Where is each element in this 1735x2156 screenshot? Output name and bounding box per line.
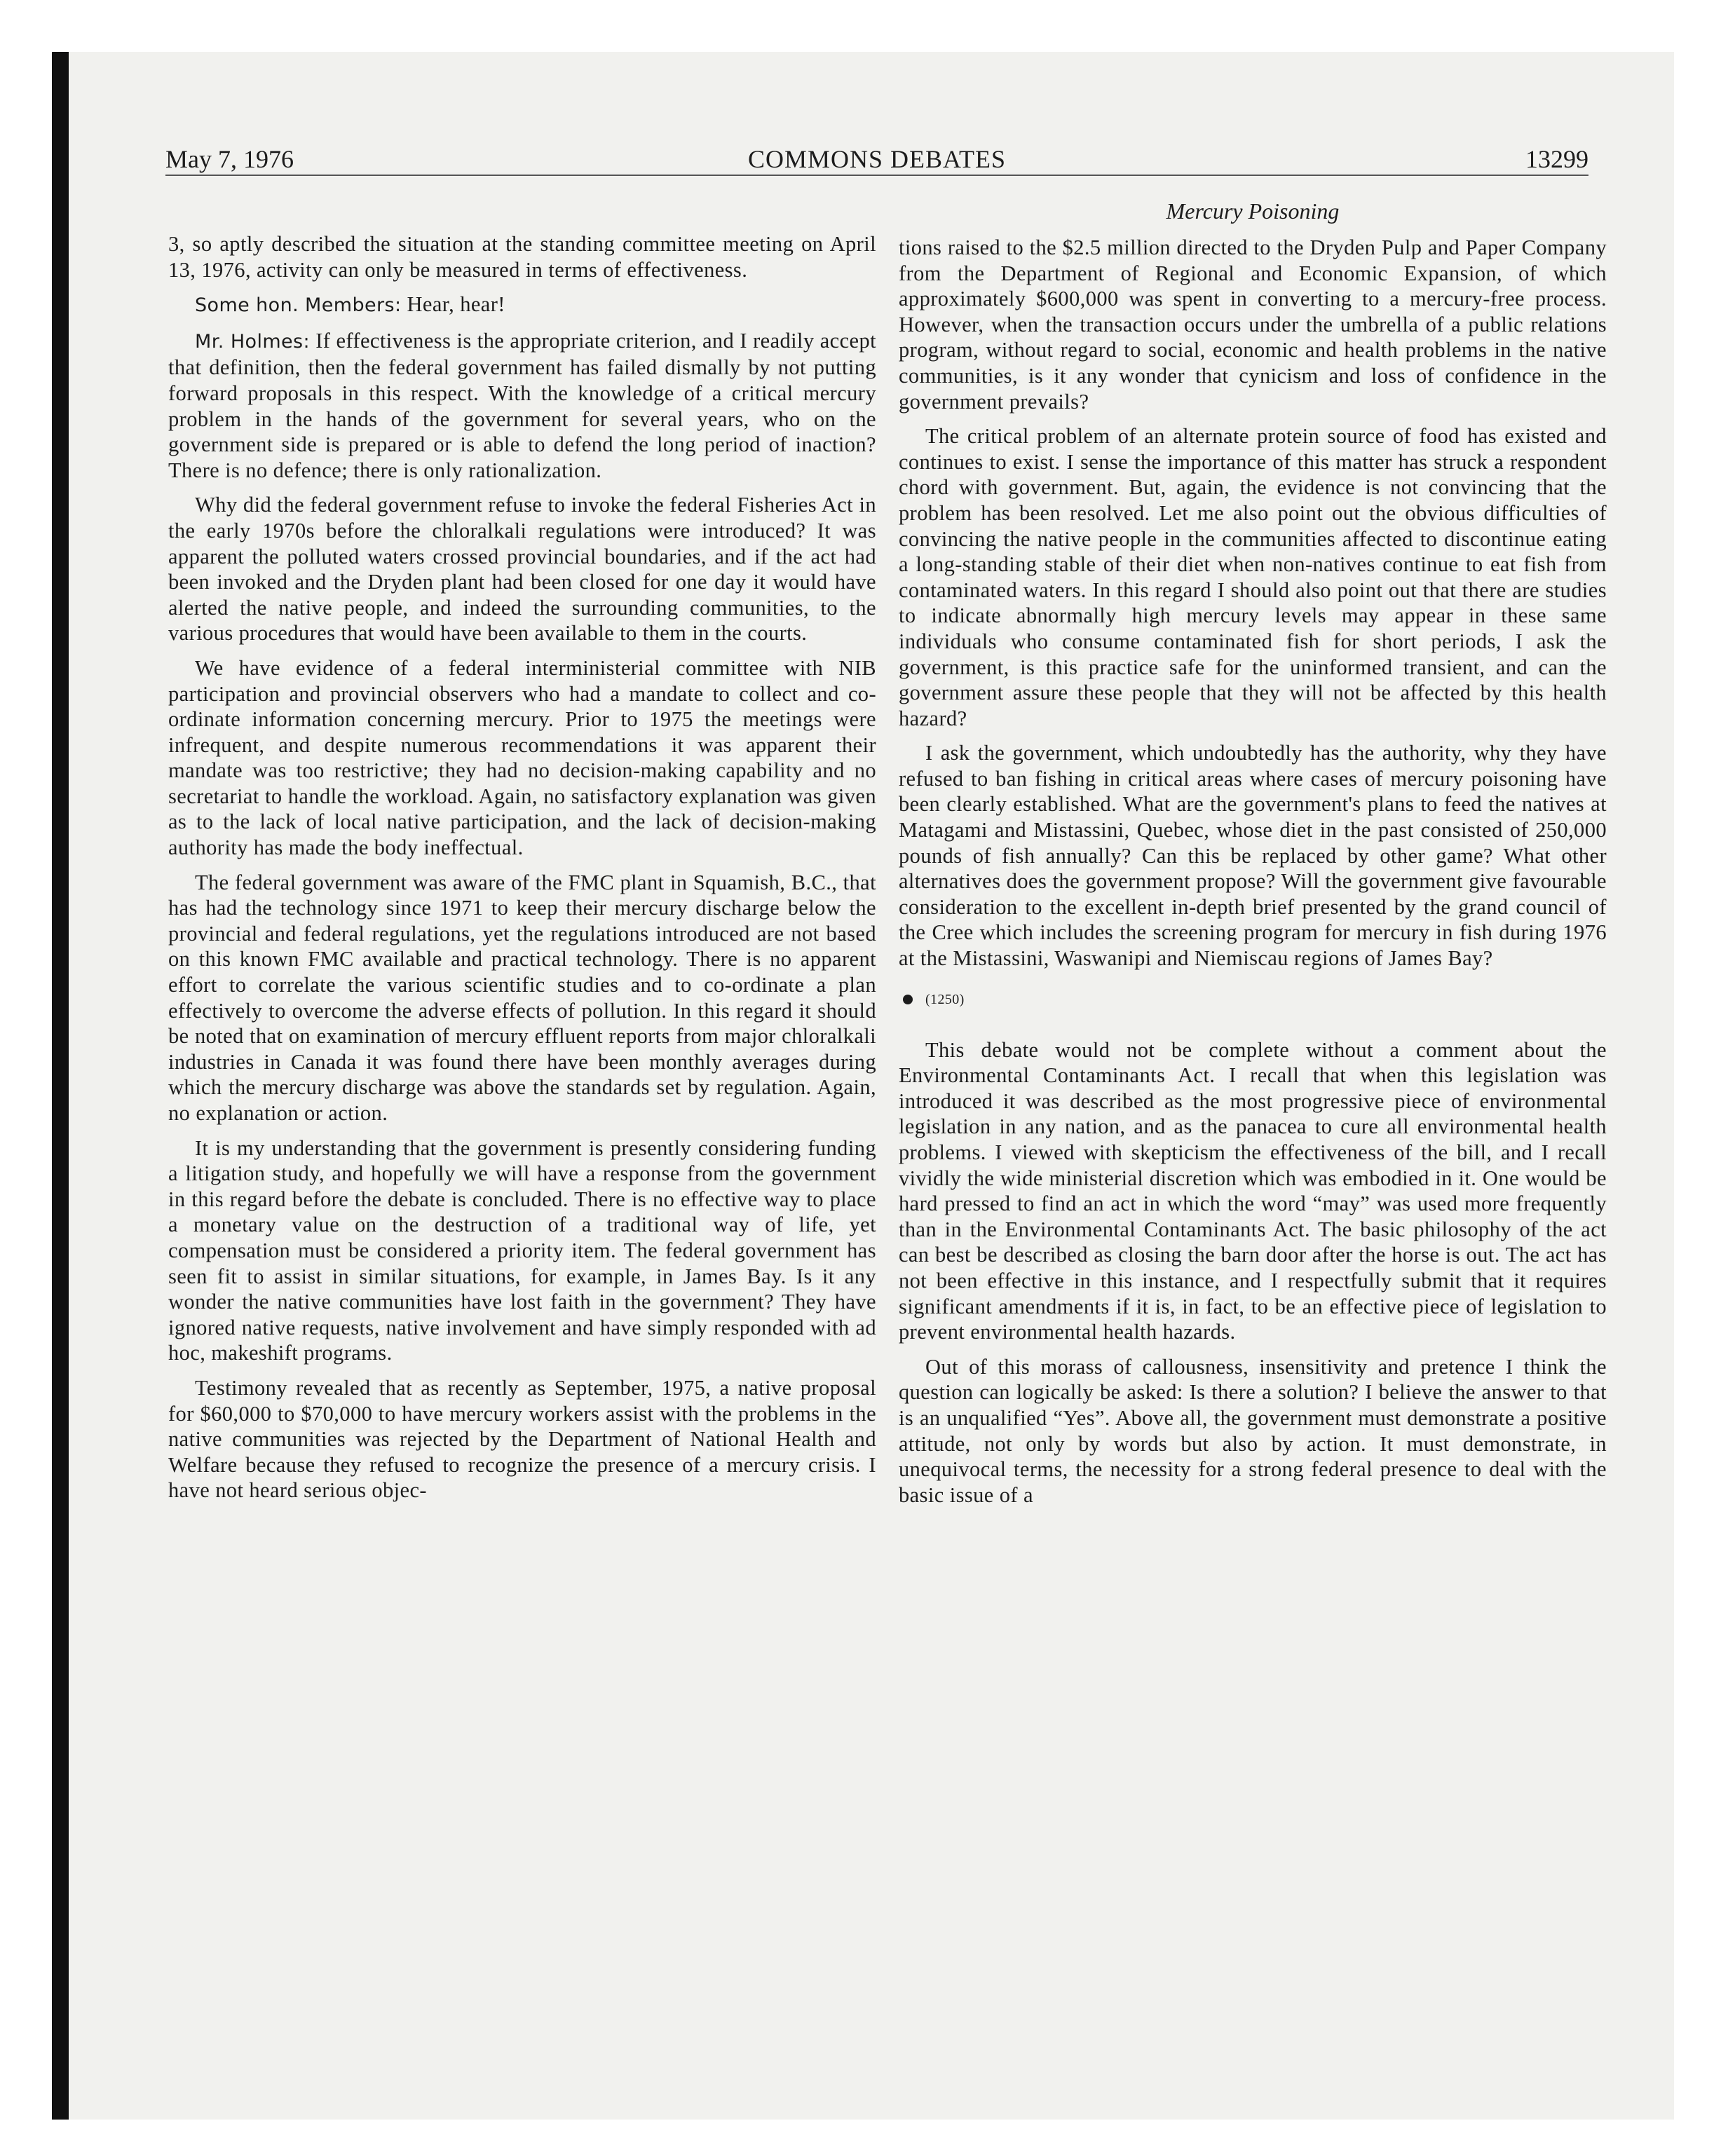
paragraph: It is my understanding that the government is presently considering funding a litigation study, and hopefully we will have a response from the government in this regard before the debate is concluded. There is no effective way to place a monetary value on the destruction of a traditional way of life, yet compensation must be considered a priority item. The federal government has seen fit to assist in similar situations, for example, in James Bay. Is it any wonder the native communities have lost faith in the government? They have ignored native requests, native involvement and have simply responded with ad hoc, makeshift programs. bbox=[168, 1135, 876, 1365]
header-publication: COMMONS DEBATES bbox=[747, 145, 1007, 173]
bullet-icon bbox=[903, 995, 913, 1004]
paragraph: 3, so aptly described the situation at the standing committee meeting on April 13, 1976, activity can only be measured in terms of effectiveness. bbox=[168, 232, 876, 282]
paragraph: This debate would not be complete without a comment about the Environmental Contaminants Act. I recall that when this legislation was introduced it was described as the most progressive piece of environmental legislation in any nation, and as the panacea to cure all environmental health problems. I viewed with skepticism the effectiveness of the bill, and I recall vividly the wide ministerial discretion which was embodied in it. One would be hard pressed to find an act in which the word “may” was used more frequently than in the Environmental Contaminants Act. The basic philosophy of the act can best be described as closing the barn door after the horse is out. The act has not been effective in this instance, and I respectfully submit that it requires significant amendments if it is, in fact, to be an effective piece of legislation to prevent environmental health hazards. bbox=[899, 1037, 1607, 1344]
paragraph: We have evidence of a federal interministerial committee with NIB participation and provincial observers who had a mandate to collect and co-ordinate information concerning mercury. Prior to 1975 the meetings were infrequent, and despite numerous recommendations it was apparent their mandate was too restrictive; they had no decision-making capability and no secretariat to handle the workload. Again, no satisfactory explanation was given as to the lack of local native participation, and the lack of decision-making authority has made the body ineffectual. bbox=[168, 655, 876, 860]
interjection bbox=[168, 292, 876, 319]
header-page-number: 13299 bbox=[1525, 145, 1588, 173]
right-column bbox=[899, 235, 1607, 1508]
page-header bbox=[165, 144, 1588, 176]
left-column bbox=[168, 231, 876, 1503]
paragraph: tions raised to the $2.5 million directed to the Dryden Pulp and Paper Company from the Department of Regional and Economic Expansion, of which approximately $600,000 was spent in converting to a mercury-free process. However, when the transaction occurs under the umbrella of a public relations program, without regard to social, economic and health problems in the native communities, is it any wonder that cynicism and loss of confidence in the government prevails? bbox=[899, 236, 1607, 414]
paragraph: The federal government was aware of the FMC plant in Squamish, B.C., that has had the technology since 1971 to keep their mercury discharge below the provincial and federal regulations, yet the regulations introduced are not based on this known FMC available and practical technology. There is no apparent effort to correlate the various scientific studies and to co-ordinate a plan effectively to overcome the adverse effects of pollution. In this regard it should be noted that on examination of mercury effluent reports from major chloralkali industries in Canada it was found there have been monthly averages during which the mercury discharge was above the standards set by regulation. Again, no explanation or action. bbox=[168, 870, 876, 1125]
timestamp-marker bbox=[899, 990, 1607, 1009]
header-date: May 7, 1976 bbox=[165, 145, 294, 173]
timestamp-text: (1250) bbox=[925, 991, 965, 1007]
speaker-name: Some hon. Members: bbox=[195, 294, 402, 317]
speaker-name: Mr. Holmes: bbox=[195, 330, 311, 353]
scan-border bbox=[52, 52, 69, 2120]
paragraph: Testimony revealed that as recently as September, 1975, a native proposal for $60,000 to $70,000 to have mercury workers assist with the problems in the native communities was rejected by the Department of National Health and Welfare because they refused to recognize the presence of a mercury crisis. I have not heard serious objec- bbox=[168, 1375, 876, 1503]
paragraph: Why did the federal government refuse to invoke the federal Fisheries Act in the early 1970s before the chloralkali regulations were introduced? It was apparent the polluted waters crossed provincial boundaries, and if the act had been invoked and the Dryden plant had been closed for one day it would have alerted the native people, and indeed the surrounding communities, to the various procedures that would have been available to them in the courts. bbox=[168, 493, 876, 646]
speech-paragraph bbox=[168, 328, 876, 484]
speech-text: If effectiveness is the appropriate criterion, and I readily accept that definition, then the federal government has failed dismally by not putting forward proposals in this respect. With the knowledge of a critical mercury problem in the hands of the government for several years, who on the government side is prepared or is able to defend the long period of inaction? There is no defence; there is only rationalization. bbox=[168, 328, 876, 482]
paragraph: I ask the government, which undoubtedly has the authority, why they have refused to ban fishing in critical areas where cases of mercury poisoning have been clearly established. What are the government's plans to feed the natives at Matagami and Mistassini, Quebec, whose diet in the past consisted of 250,000 pounds of fish annually? Can this be replaced by other game? What other alternatives does the government propose? Will the government give favourable consideration to the excellent in-depth brief presented by the grand council of the Cree which includes the screening program for mercury in fish during 1976 at the Mistassini, Waswanipi and Niemiscau regions of James Bay? bbox=[899, 741, 1607, 971]
paragraph: The critical problem of an alternate protein source of food has existed and continues to exist. I sense the importance of this matter has struck a respondent chord with government. But, again, the evidence is not convincing that the problem has been resolved. Let me also point out the obvious difficulties of convincing the native people in the communities affected to discontinue eating a long-standing stable of their diet when non-natives continue to eat fish from contaminated waters. In this regard I should also point out that there are studies to indicate abnormally high mercury levels may appear in these same individuals who consume contaminated fish for short periods, I ask the government, is this practice safe for the uninformed transient, and can the government assure these people that they will not be affected by this health hazard? bbox=[899, 424, 1607, 730]
interjection-text: Hear, hear! bbox=[401, 292, 505, 317]
section-heading: Mercury Poisoning bbox=[1166, 198, 1340, 224]
paragraph: Out of this morass of callousness, insensitivity and pretence I think the question can logically be asked: Is there a solution? I believe the answer to that is an unqualified “Yes”. Above all, the government must demonstrate a positive attitude, not only by words but also by action. It must demonstrate, in unequivocal terms, the necessity for a strong federal presence to deal with the basic issue of a bbox=[899, 1354, 1607, 1507]
